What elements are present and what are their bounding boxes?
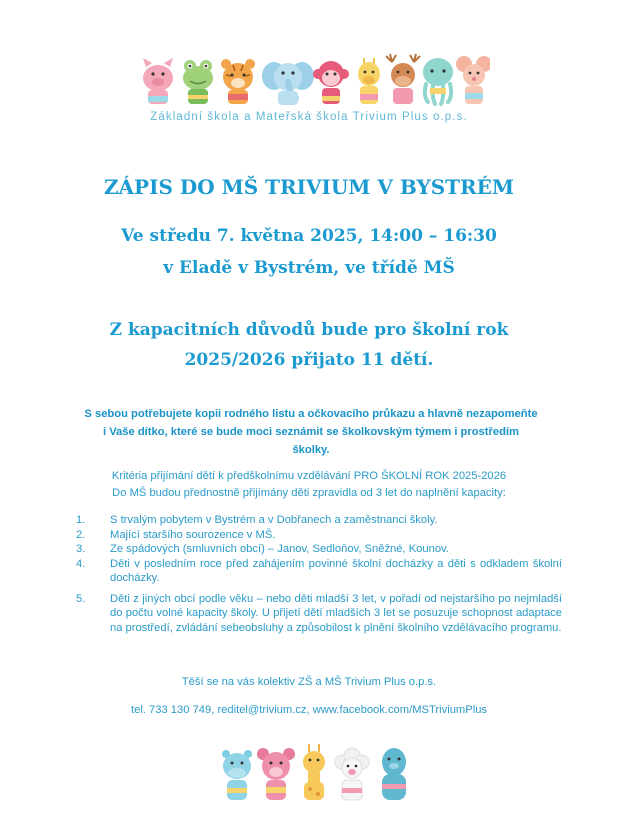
capacity-line-1: Z kapacitních důvodů bude pro školní rok [109,320,509,340]
list-item [76,542,562,557]
contact-line: tel. 733 130 749, reditel@trivium.cz, www.facebook.com/MSTriviumPlus [130,704,488,716]
list-item [76,557,562,586]
seal-icon [382,748,406,800]
list-item-number: 4. [76,557,86,570]
pig-icon [143,58,173,104]
list-item-text: Ze spádových (smluvních obcí) – Janov, Sedloňov, Sněžné, Kounov. [110,543,449,555]
sheep-icon [335,748,369,800]
list-item-text: S trvalým pobytem v Bystrém a v Dobřanech a zaměstnanci školy. [110,514,438,526]
criteria-intro-line-2: Do MŠ budou přednostně přijímány děti zpravidla od 3 let do naplnění kapacity: [112,487,506,499]
elephant-icon [262,62,314,105]
place-line: v Eladě v Bystrém, ve třídě MŠ [163,258,455,278]
list-item-number: 2. [76,528,86,541]
list-item-text: Děti z jiných obcí podle věku – nebo děti mladší 3 let, v pořadí od nejstaršího po nejmladší do počtu volné kapacity školy. U přijetí dětí mladších 3 let se posuzuje schopnost adaptace na prostředí, zvládání sebeobsluhy a způsobilost k plnění školního vzdělávacího programu. [110,592,562,634]
school-name: Základní škola a Mateřská škola Trivium Plus o.p.s. [150,111,468,123]
list-item-text: Mající staršího sourozence v MŠ. [110,528,276,541]
list-item [76,528,562,543]
list-item-number: 1. [76,514,86,526]
top-animal-banner [138,50,490,112]
date-line: Ve středu 7. května 2025, 14:00 – 16:30 [121,226,497,246]
monkey-icon [313,61,349,104]
octopus-icon [423,58,453,104]
mouse-icon [456,56,490,104]
closing-line: Těší se na vás kolektiv ZŠ a MŠ Trivium Plus o.p.s. [181,676,437,688]
giraffe-icon [303,744,325,800]
criteria-list [76,513,562,635]
tiger-icon [221,59,255,104]
list-item-number: 5. [76,592,86,605]
criteria-intro-line-1: Kritéria přijímání dětí k předškolnímu vzdělávání PRO ŠKOLNÍ ROK 2025-2026 [111,470,507,482]
bring-instructions: S sebou potřebujete kopii rodného listu a očkovacího průkazu a hlavně nezapomeňte i Vaše dítko, které se bude moci seznámit se školkovským týmem i prostředím školky. [84,408,538,456]
page-title: ZÁPIS DO MŠ TRIVIUM V BYSTRÉM [103,175,515,199]
list-item-number: 3. [76,543,86,555]
bottom-animal-banner [218,742,414,806]
criteria-intro [60,468,558,502]
list-item-text: Děti v posledním roce před zahájením povinné školní docházky a děti s odkladem školní docházky. [110,557,562,584]
list-item [76,513,562,528]
capacity-line-2: 2025/2026 přijato 11 dětí. [184,350,434,370]
frog-icon [183,60,213,104]
hippo-icon [222,750,252,800]
giraffe-icon [358,58,380,104]
bear-icon [257,748,295,800]
moose-icon [386,54,420,104]
list-item [76,592,562,636]
